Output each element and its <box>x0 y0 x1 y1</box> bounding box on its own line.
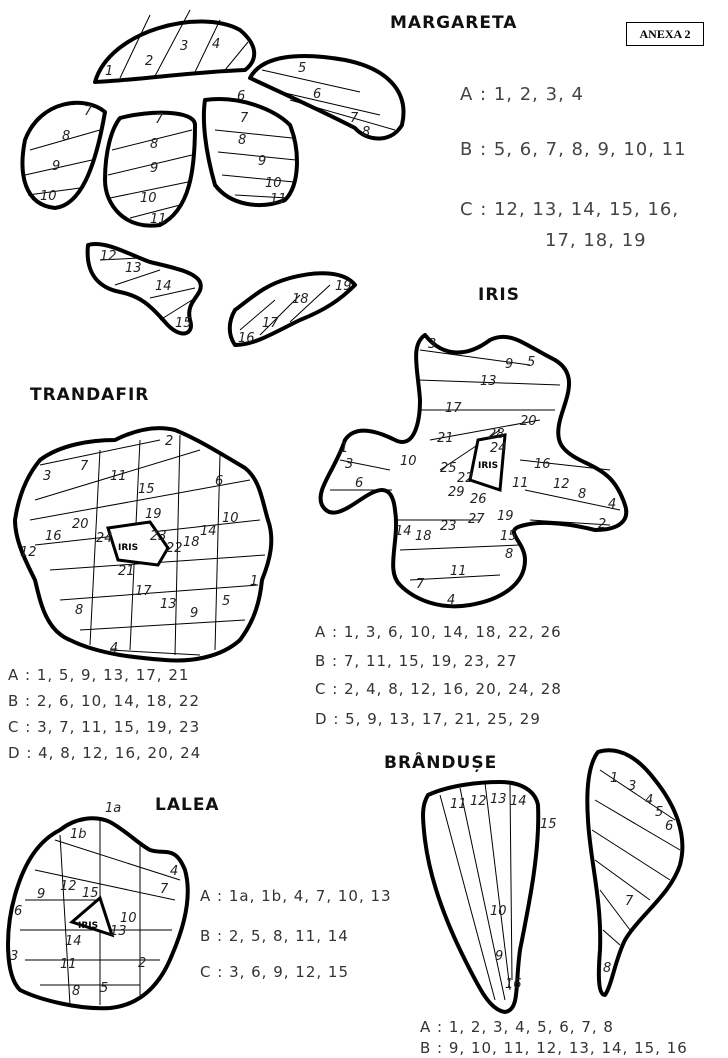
svg-text:4: 4 <box>645 793 654 808</box>
svg-text:4: 4 <box>608 497 617 512</box>
svg-text:8: 8 <box>75 603 84 618</box>
svg-text:5: 5 <box>100 981 109 996</box>
svg-text:19: 19 <box>335 279 352 294</box>
margareta-title: MARGARETA <box>390 13 518 33</box>
svg-text:3: 3 <box>180 39 189 54</box>
svg-text:23: 23 <box>150 529 167 544</box>
svg-text:6: 6 <box>14 904 23 919</box>
iris-title: IRIS <box>478 285 520 305</box>
svg-text:4: 4 <box>110 641 119 656</box>
svg-text:17: 17 <box>135 584 152 599</box>
svg-text:15: 15 <box>540 817 557 832</box>
lalea-legend-c: C : 3, 6, 9, 12, 15 <box>200 963 350 981</box>
svg-text:16: 16 <box>45 529 62 544</box>
svg-text:4: 4 <box>447 593 456 608</box>
lalea-title: LALEA <box>155 795 220 815</box>
svg-text:7: 7 <box>350 111 359 126</box>
svg-text:10: 10 <box>490 904 507 919</box>
svg-text:29: 29 <box>448 485 465 500</box>
svg-text:7: 7 <box>416 577 425 592</box>
svg-text:9: 9 <box>258 154 267 169</box>
svg-text:14: 14 <box>155 279 172 294</box>
svg-text:15: 15 <box>175 316 192 331</box>
svg-text:13: 13 <box>160 597 177 612</box>
svg-text:12: 12 <box>20 545 37 560</box>
svg-text:11: 11 <box>60 957 77 972</box>
iris-legend-c: C : 2, 4, 8, 12, 16, 20, 24, 28 <box>315 680 562 698</box>
svg-text:2: 2 <box>138 956 147 971</box>
svg-text:3: 3 <box>345 457 354 472</box>
margareta-legend-a: A : 1, 2, 3, 4 <box>460 84 584 105</box>
svg-text:9: 9 <box>150 161 159 176</box>
iris-drawing <box>321 335 627 608</box>
svg-text:8: 8 <box>505 547 514 562</box>
svg-text:3: 3 <box>43 469 52 484</box>
svg-text:7: 7 <box>240 111 249 126</box>
svg-text:6: 6 <box>355 476 364 491</box>
trandafir-legend-c: C : 3, 7, 11, 15, 19, 23 <box>8 718 201 736</box>
svg-text:22: 22 <box>457 471 474 486</box>
svg-text:12: 12 <box>60 879 77 894</box>
svg-text:9: 9 <box>495 949 504 964</box>
svg-text:14: 14 <box>510 794 527 809</box>
trandafir-drawing <box>15 428 271 660</box>
svg-text:8: 8 <box>362 125 371 140</box>
svg-text:3: 3 <box>10 949 19 964</box>
svg-text:16: 16 <box>238 331 255 346</box>
svg-text:7: 7 <box>625 894 634 909</box>
svg-text:9: 9 <box>52 159 61 174</box>
svg-text:10: 10 <box>265 176 282 191</box>
svg-text:15: 15 <box>82 886 99 901</box>
svg-text:14: 14 <box>395 524 412 539</box>
svg-text:27: 27 <box>468 512 485 527</box>
svg-text:3: 3 <box>628 779 637 794</box>
svg-text:13: 13 <box>125 261 142 276</box>
svg-text:9: 9 <box>190 606 199 621</box>
trandafir-legend-b: B : 2, 6, 10, 14, 18, 22 <box>8 692 200 710</box>
margareta-legend-b: B : 5, 6, 7, 8, 9, 10, 11 <box>460 139 687 160</box>
lalea-legend-a: A : 1a, 1b, 4, 7, 10, 13 <box>200 887 392 905</box>
svg-text:24: 24 <box>96 531 113 546</box>
svg-text:2: 2 <box>598 517 607 532</box>
lalea-center-tag: IRIS <box>78 921 99 931</box>
trandafir-legend-a: A : 1, 5, 9, 13, 17, 21 <box>8 666 190 684</box>
svg-text:7: 7 <box>80 459 89 474</box>
svg-text:5: 5 <box>222 594 231 609</box>
svg-text:14: 14 <box>200 524 217 539</box>
svg-text:13: 13 <box>490 792 507 807</box>
svg-text:11: 11 <box>512 476 529 491</box>
svg-text:11: 11 <box>450 797 467 812</box>
svg-text:2: 2 <box>165 434 174 449</box>
svg-text:1: 1 <box>105 64 114 79</box>
svg-text:5: 5 <box>298 61 307 76</box>
iris-legend-a: A : 1, 3, 6, 10, 14, 18, 22, 26 <box>315 623 562 641</box>
svg-text:2: 2 <box>145 54 154 69</box>
svg-text:5: 5 <box>527 355 536 370</box>
svg-text:8: 8 <box>62 129 71 144</box>
svg-text:6: 6 <box>215 474 224 489</box>
svg-text:1: 1 <box>250 574 259 589</box>
svg-text:11: 11 <box>150 212 167 227</box>
svg-text:7: 7 <box>84 104 93 119</box>
svg-text:8: 8 <box>150 137 159 152</box>
trandafir-center-tag: IRIS <box>118 543 139 553</box>
svg-text:10: 10 <box>222 511 239 526</box>
svg-text:8: 8 <box>578 487 587 502</box>
svg-text:14: 14 <box>65 934 82 949</box>
svg-text:5: 5 <box>655 805 664 820</box>
svg-text:11: 11 <box>450 564 467 579</box>
svg-text:20: 20 <box>72 517 89 532</box>
svg-text:8: 8 <box>603 961 612 976</box>
svg-text:13: 13 <box>480 374 497 389</box>
svg-text:10: 10 <box>40 189 57 204</box>
svg-text:18: 18 <box>415 529 432 544</box>
svg-text:8: 8 <box>72 984 81 999</box>
svg-text:12: 12 <box>553 477 570 492</box>
svg-text:17: 17 <box>445 401 462 416</box>
svg-text:10: 10 <box>120 911 137 926</box>
iris-center-tag: IRIS <box>478 461 499 471</box>
svg-text:20: 20 <box>520 414 537 429</box>
svg-text:4: 4 <box>212 37 221 52</box>
svg-text:9: 9 <box>37 887 46 902</box>
svg-text:1: 1 <box>610 771 619 786</box>
svg-text:7: 7 <box>155 112 164 127</box>
trandafir-title: TRANDAFIR <box>30 385 150 405</box>
svg-text:10: 10 <box>140 191 157 206</box>
svg-text:17: 17 <box>262 316 279 331</box>
iris-legend-b: B : 7, 11, 15, 19, 23, 27 <box>315 652 518 670</box>
svg-text:6: 6 <box>313 87 322 102</box>
trandafir-legend-d: D : 4, 8, 12, 16, 20, 24 <box>8 744 202 762</box>
margareta-drawing <box>23 10 404 346</box>
branduse-legend-b: B : 9, 10, 11, 12, 13, 14, 15, 16 <box>420 1039 688 1057</box>
svg-text:22: 22 <box>166 541 183 556</box>
annex-label: ANEXA 2 <box>626 22 704 46</box>
svg-text:15: 15 <box>500 529 517 544</box>
margareta-legend-c2: 17, 18, 19 <box>545 230 647 251</box>
svg-text:16: 16 <box>534 457 551 472</box>
svg-text:25: 25 <box>440 461 457 476</box>
margareta-legend-c: C : 12, 13, 14, 15, 16, <box>460 199 680 220</box>
svg-text:21: 21 <box>118 564 135 579</box>
svg-text:26: 26 <box>470 492 487 507</box>
svg-text:6: 6 <box>237 89 246 104</box>
svg-text:18: 18 <box>183 535 200 550</box>
svg-text:7: 7 <box>160 882 169 897</box>
svg-text:12: 12 <box>100 249 117 264</box>
lalea-drawing <box>8 818 188 1008</box>
svg-text:8: 8 <box>238 133 247 148</box>
branduse-drawing <box>423 750 682 1012</box>
svg-text:4: 4 <box>170 864 179 879</box>
svg-text:16: 16 <box>505 977 522 992</box>
svg-text:21: 21 <box>437 431 454 446</box>
iris-legend-d: D : 5, 9, 13, 17, 21, 25, 29 <box>315 710 541 728</box>
svg-text:10: 10 <box>400 454 417 469</box>
svg-text:11: 11 <box>110 469 127 484</box>
svg-text:19: 19 <box>145 507 162 522</box>
svg-text:28: 28 <box>488 427 505 442</box>
svg-text:13: 13 <box>110 924 127 939</box>
svg-text:23: 23 <box>440 519 457 534</box>
lalea-top-label: 1a <box>105 801 122 816</box>
svg-text:19: 19 <box>497 509 514 524</box>
svg-text:9: 9 <box>505 357 514 372</box>
branduse-title: BRÂNDUȘE <box>384 753 498 773</box>
svg-text:12: 12 <box>470 794 487 809</box>
svg-text:1: 1 <box>340 441 349 456</box>
branduse-legend-a: A : 1, 2, 3, 4, 5, 6, 7, 8 <box>420 1018 614 1036</box>
svg-text:1b: 1b <box>70 827 87 842</box>
svg-text:11: 11 <box>270 192 287 207</box>
svg-text:6: 6 <box>665 819 674 834</box>
svg-text:24: 24 <box>490 441 507 456</box>
svg-text:18: 18 <box>292 292 309 307</box>
svg-text:15: 15 <box>138 482 155 497</box>
svg-text:3: 3 <box>428 337 437 352</box>
lalea-legend-b: B : 2, 5, 8, 11, 14 <box>200 927 349 945</box>
